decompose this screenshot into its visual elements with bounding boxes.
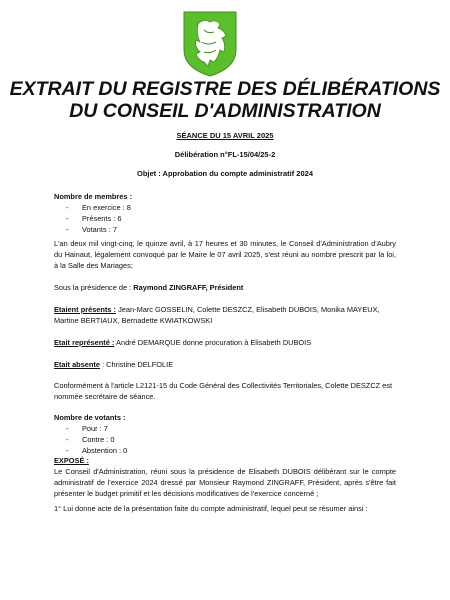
deliberation-object: Objet : Approbation du compte administratif 2024 bbox=[137, 169, 313, 178]
votants-heading: Nombre de votants : bbox=[54, 413, 126, 422]
point-1: 1° Lui donne acte de la présentation faite du compte administratif, lequel peut se résumer ainsi : bbox=[54, 504, 368, 513]
conformement-paragraph: Conformément à l'article L2121-15 du Code Général des Collectivités Territoriales, Colette DESZCZ est nommée secrétaire de séance. bbox=[54, 381, 393, 401]
list-item: - En exercice : 8 bbox=[54, 202, 396, 213]
deliberation-number: Délibération n°FL-15/04/25-2 bbox=[174, 150, 276, 159]
list-item: - Présents : 6 bbox=[54, 213, 396, 224]
members-section bbox=[54, 191, 396, 235]
expose-section bbox=[54, 455, 396, 499]
expose-heading: EXPOSÉ : bbox=[54, 456, 89, 465]
represente-line bbox=[54, 337, 396, 348]
presents-label: Etaient présents : bbox=[54, 305, 117, 314]
votants-section bbox=[54, 412, 396, 456]
president-name: Raymond ZINGRAFF, Président bbox=[133, 283, 244, 292]
seance-date: SÉANCE DU 15 AVRIL 2025 bbox=[176, 131, 274, 140]
absente-line bbox=[54, 359, 396, 370]
intro-paragraph: L'an deux mil vingt-cinq, le quinze avril, à 17 heures et 30 minutes, le Conseil d'Administration d'Aubry du Hainaut, légalement convoqué par le Maire le 07 avril 2025, s'est réuni au nombre prescrit par la loi, à la Salle des Mariages; bbox=[54, 239, 396, 270]
document-title bbox=[0, 78, 450, 122]
represente-text: André DEMARQUE donne procuration à Elisabeth DUBOIS bbox=[114, 338, 312, 347]
list-item: - Abstention : 0 bbox=[54, 445, 396, 456]
votants-list bbox=[54, 423, 396, 456]
title-line-2: DU CONSEIL D'ADMINISTRATION bbox=[69, 100, 381, 122]
presidence-line bbox=[54, 282, 396, 293]
list-item: - Votants : 7 bbox=[54, 224, 396, 235]
expose-text: Le Conseil d'Administration, réuni sous la présidence de Elisabeth DUBOIS délibérant sur le compte administratif de l'exercice 2024 dressé par Monsieur Raymond ZINGRAFF, Président, après s'être fait présenter le budget primitif et les décisions modificatives de l'exercice concerné ; bbox=[54, 467, 396, 498]
lion-rampant-shield-icon bbox=[180, 10, 240, 78]
presents-text: Jean-Marc GOSSELIN, Colette DESZCZ, Elisabeth DUBOIS, Monika MAYEUX, Martine BERTIAUX, Bernadette KWIATKOWSKI bbox=[54, 305, 380, 325]
list-item: - Contre : 0 bbox=[54, 434, 396, 445]
absente-label: Etait absente bbox=[54, 360, 101, 369]
presents-paragraph bbox=[54, 304, 396, 326]
represente-label: Etait représenté : bbox=[54, 338, 115, 347]
list-item: - Pour : 7 bbox=[54, 423, 396, 434]
presidence-prefix: Sous la présidence de : bbox=[54, 283, 134, 292]
title-line-1: EXTRAIT DU REGISTRE DES DÉLIBÉRATIONS bbox=[9, 78, 441, 100]
members-list bbox=[54, 202, 396, 235]
absente-text: : Christine DELFOLIE bbox=[100, 360, 174, 369]
members-heading: Nombre de membres : bbox=[54, 192, 133, 201]
